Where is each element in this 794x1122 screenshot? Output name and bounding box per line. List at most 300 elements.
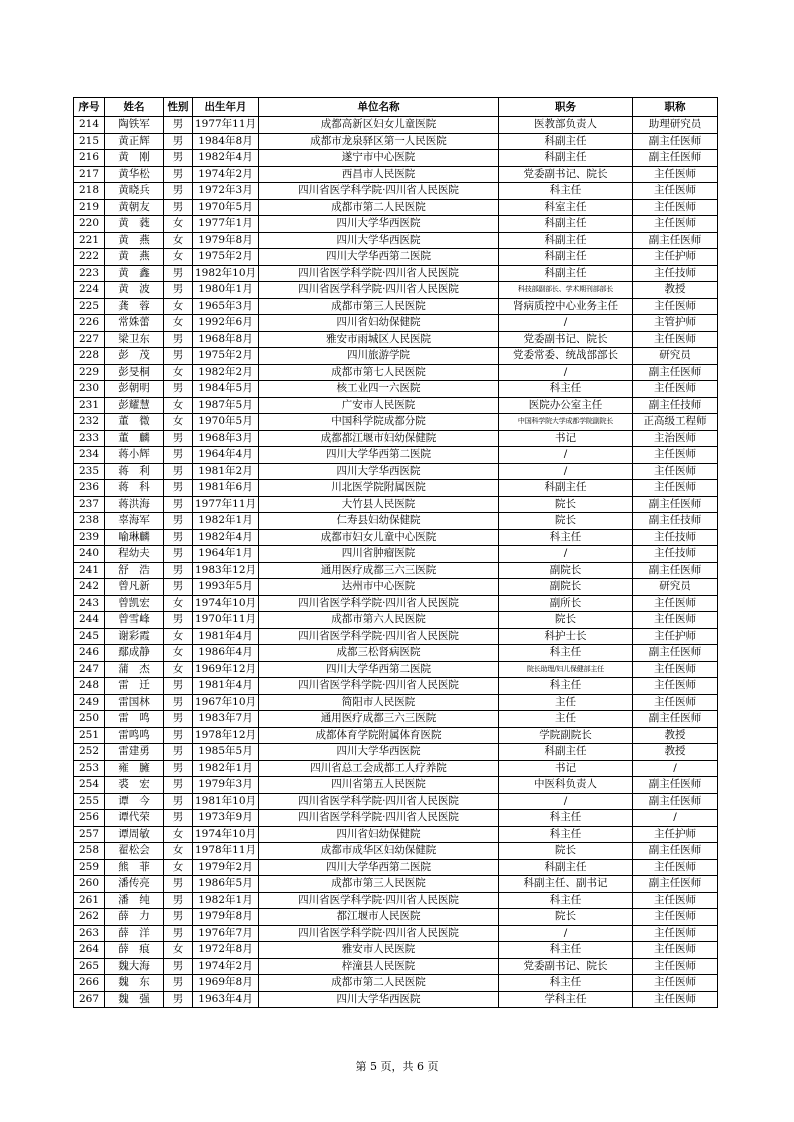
cell-title: 主任技师 (633, 529, 718, 546)
cell-gender: 女 (164, 595, 193, 612)
cell-index: 264 (74, 942, 105, 959)
cell-unit: 成都市成华区妇幼保健院 (259, 843, 499, 860)
cell-name: 彭 茂 (105, 348, 164, 365)
col-header-birth: 出生年月 (193, 98, 259, 117)
cell-birth: 1974年10月 (193, 595, 259, 612)
cell-title: 主任医师 (633, 447, 718, 464)
cell-index: 219 (74, 199, 105, 216)
table-row (74, 595, 718, 612)
cell-birth: 1979年2月 (193, 859, 259, 876)
cell-unit: 成都三松肾病医院 (259, 645, 499, 662)
cell-index: 253 (74, 760, 105, 777)
cell-unit: 四川省医学科学院·四川省人民医院 (259, 892, 499, 909)
cell-unit: 雅安市雨城区人民医院 (259, 331, 499, 348)
cell-title: 副主任技师 (633, 397, 718, 414)
cell-index: 222 (74, 249, 105, 266)
table-row (74, 216, 718, 233)
cell-title: 主任医师 (633, 595, 718, 612)
table-row (74, 810, 718, 827)
cell-unit: 梓潼县人民医院 (259, 958, 499, 975)
cell-birth: 1970年11月 (193, 612, 259, 629)
cell-title: 副主任医师 (633, 496, 718, 513)
cell-name: 翟松会 (105, 843, 164, 860)
cell-name: 陶铁军 (105, 117, 164, 134)
cell-index: 235 (74, 463, 105, 480)
cell-index: 236 (74, 480, 105, 497)
cell-index: 237 (74, 496, 105, 513)
cell-title: 副主任医师 (633, 364, 718, 381)
cell-position: 科主任 (499, 826, 633, 843)
cell-gender: 男 (164, 760, 193, 777)
cell-title: 主任医师 (633, 694, 718, 711)
cell-title: 主任医师 (633, 942, 718, 959)
cell-gender: 男 (164, 265, 193, 282)
cell-name: 蒋小辉 (105, 447, 164, 464)
cell-gender: 男 (164, 282, 193, 299)
cell-title: 副主任医师 (633, 711, 718, 728)
cell-name: 舒 浩 (105, 562, 164, 579)
cell-birth: 1993年5月 (193, 579, 259, 596)
cell-birth: 1982年1月 (193, 513, 259, 530)
cell-birth: 1982年1月 (193, 760, 259, 777)
cell-gender: 男 (164, 744, 193, 761)
cell-gender: 男 (164, 909, 193, 926)
cell-unit: 四川省医学科学院·四川省人民医院 (259, 678, 499, 695)
cell-birth: 1974年2月 (193, 166, 259, 183)
cell-title: / (633, 760, 718, 777)
cell-unit: 四川省妇幼保健院 (259, 315, 499, 332)
cell-birth: 1979年3月 (193, 777, 259, 794)
cell-position: 科主任 (499, 975, 633, 992)
table-row (74, 348, 718, 365)
table-row (74, 661, 718, 678)
cell-index: 266 (74, 975, 105, 992)
cell-position: 院长助理/妇儿保健部主任 (499, 661, 633, 678)
cell-unit: 达州市中心医院 (259, 579, 499, 596)
cell-birth: 1975年2月 (193, 249, 259, 266)
cell-title: 副主任医师 (633, 876, 718, 893)
table-row (74, 777, 718, 794)
cell-title: 主任医师 (633, 381, 718, 398)
table-header-row (74, 98, 718, 117)
cell-index: 216 (74, 150, 105, 167)
cell-title: 主任医师 (633, 331, 718, 348)
cell-gender: 女 (164, 232, 193, 249)
cell-index: 214 (74, 117, 105, 134)
cell-unit: 四川大学华西医院 (259, 991, 499, 1008)
cell-index: 228 (74, 348, 105, 365)
cell-position: 科副主任 (499, 480, 633, 497)
cell-birth: 1979年8月 (193, 909, 259, 926)
cell-unit: 四川大学华西医院 (259, 232, 499, 249)
cell-name: 雷 鸣 (105, 711, 164, 728)
cell-unit: 四川大学华西医院 (259, 744, 499, 761)
table-row (74, 727, 718, 744)
cell-gender: 女 (164, 645, 193, 662)
cell-title: 主任医师 (633, 991, 718, 1008)
cell-name: 常姝蕾 (105, 315, 164, 332)
cell-index: 254 (74, 777, 105, 794)
cell-birth: 1965年3月 (193, 298, 259, 315)
cell-name: 曾凯宏 (105, 595, 164, 612)
cell-gender: 男 (164, 480, 193, 497)
table-row (74, 991, 718, 1008)
cell-birth: 1972年3月 (193, 183, 259, 200)
cell-index: 263 (74, 925, 105, 942)
cell-position: 学科主任 (499, 991, 633, 1008)
table-row (74, 744, 718, 761)
cell-position: 院长 (499, 513, 633, 530)
cell-position: 科副主任 (499, 265, 633, 282)
cell-gender: 男 (164, 793, 193, 810)
cell-title: 主任医师 (633, 298, 718, 315)
cell-index: 234 (74, 447, 105, 464)
table-row (74, 150, 718, 167)
cell-birth: 1984年8月 (193, 133, 259, 150)
cell-unit: 通用医疗成都三六三医院 (259, 562, 499, 579)
cell-gender: 男 (164, 777, 193, 794)
cell-index: 251 (74, 727, 105, 744)
cell-title: 主任医师 (633, 166, 718, 183)
table-row (74, 925, 718, 942)
cell-index: 248 (74, 678, 105, 695)
table-row (74, 249, 718, 266)
cell-birth: 1977年11月 (193, 117, 259, 134)
cell-position: 科技部副部长、学术期刊部部长 (499, 282, 633, 299)
cell-position: 医教部负责人 (499, 117, 633, 134)
cell-title: 助理研究员 (633, 117, 718, 134)
cell-title: 副主任医师 (633, 562, 718, 579)
cell-title: 主任医师 (633, 909, 718, 926)
cell-position: 学院副院长 (499, 727, 633, 744)
table-row (74, 513, 718, 530)
cell-index: 247 (74, 661, 105, 678)
cell-birth: 1963年4月 (193, 991, 259, 1008)
cell-title: 主任护师 (633, 249, 718, 266)
cell-name: 黄 刚 (105, 150, 164, 167)
cell-index: 258 (74, 843, 105, 860)
cell-name: 龚 蓉 (105, 298, 164, 315)
cell-birth: 1973年9月 (193, 810, 259, 827)
cell-position: / (499, 364, 633, 381)
table-row (74, 364, 718, 381)
cell-birth: 1981年2月 (193, 463, 259, 480)
table-row (74, 645, 718, 662)
cell-birth: 1981年4月 (193, 628, 259, 645)
cell-title: 副主任医师 (633, 843, 718, 860)
cell-index: 255 (74, 793, 105, 810)
table-row (74, 183, 718, 200)
cell-gender: 男 (164, 975, 193, 992)
cell-index: 252 (74, 744, 105, 761)
cell-unit: 四川省医学科学院·四川省人民医院 (259, 793, 499, 810)
cell-unit: 大竹县人民医院 (259, 496, 499, 513)
cell-title: 副主任医师 (633, 793, 718, 810)
cell-index: 218 (74, 183, 105, 200)
cell-title: 主任医师 (633, 216, 718, 233)
cell-name: 潘传亮 (105, 876, 164, 893)
cell-index: 229 (74, 364, 105, 381)
cell-index: 238 (74, 513, 105, 530)
cell-position: 副院长 (499, 562, 633, 579)
cell-position: 书记 (499, 430, 633, 447)
table-row (74, 826, 718, 843)
cell-birth: 1978年11月 (193, 843, 259, 860)
cell-birth: 1964年4月 (193, 447, 259, 464)
table-row (74, 711, 718, 728)
cell-position: 科副主任 (499, 232, 633, 249)
cell-birth: 1981年10月 (193, 793, 259, 810)
cell-title: 主任医师 (633, 199, 718, 216)
cell-index: 249 (74, 694, 105, 711)
cell-unit: 成都市第二人民医院 (259, 975, 499, 992)
cell-gender: 男 (164, 876, 193, 893)
cell-index: 260 (74, 876, 105, 893)
cell-unit: 四川省医学科学院·四川省人民医院 (259, 595, 499, 612)
cell-birth: 1969年8月 (193, 975, 259, 992)
cell-birth: 1972年8月 (193, 942, 259, 959)
cell-gender: 女 (164, 843, 193, 860)
cell-gender: 女 (164, 414, 193, 431)
cell-gender: 男 (164, 117, 193, 134)
cell-title: 主任医师 (633, 183, 718, 200)
cell-index: 217 (74, 166, 105, 183)
table-row (74, 480, 718, 497)
cell-index: 244 (74, 612, 105, 629)
cell-position: 科护士长 (499, 628, 633, 645)
cell-title: 主任医师 (633, 892, 718, 909)
cell-title: 主任医师 (633, 958, 718, 975)
roster-table (73, 97, 718, 1008)
cell-index: 232 (74, 414, 105, 431)
cell-birth: 1964年1月 (193, 546, 259, 563)
table-row (74, 166, 718, 183)
cell-index: 246 (74, 645, 105, 662)
cell-title: 主任护师 (633, 628, 718, 645)
cell-name: 鄢成静 (105, 645, 164, 662)
cell-position: 科主任 (499, 645, 633, 662)
cell-unit: 四川省医学科学院·四川省人民医院 (259, 810, 499, 827)
cell-name: 蒋洪海 (105, 496, 164, 513)
cell-name: 谭 今 (105, 793, 164, 810)
table-row (74, 793, 718, 810)
table-row (74, 496, 718, 513)
cell-name: 薛 力 (105, 909, 164, 926)
cell-position: 科副主任 (499, 249, 633, 266)
cell-unit: 成都市第三人民医院 (259, 876, 499, 893)
cell-position: 书记 (499, 760, 633, 777)
table-row (74, 463, 718, 480)
cell-gender: 男 (164, 133, 193, 150)
cell-gender: 男 (164, 513, 193, 530)
cell-position: 科副主任 (499, 859, 633, 876)
cell-position: / (499, 546, 633, 563)
cell-unit: 四川大学华西第二医院 (259, 661, 499, 678)
cell-name: 喻琳麟 (105, 529, 164, 546)
cell-title: 研究员 (633, 348, 718, 365)
table-row (74, 397, 718, 414)
cell-index: 259 (74, 859, 105, 876)
cell-name: 董 麟 (105, 430, 164, 447)
cell-title: 教授 (633, 282, 718, 299)
cell-birth: 1977年1月 (193, 216, 259, 233)
cell-name: 雍 臃 (105, 760, 164, 777)
cell-gender: 男 (164, 381, 193, 398)
cell-position: / (499, 447, 633, 464)
cell-name: 黄华松 (105, 166, 164, 183)
table-row (74, 430, 718, 447)
cell-unit: 四川大学华西医院 (259, 216, 499, 233)
cell-position: 科主任 (499, 942, 633, 959)
cell-position: 科副主任、副书记 (499, 876, 633, 893)
cell-name: 曾雪峰 (105, 612, 164, 629)
cell-unit: 四川省医学科学院·四川省人民医院 (259, 925, 499, 942)
cell-title: 主任医师 (633, 612, 718, 629)
cell-index: 220 (74, 216, 105, 233)
cell-title: 副主任医师 (633, 777, 718, 794)
cell-unit: 四川省总工会成都工人疗养院 (259, 760, 499, 777)
cell-gender: 男 (164, 612, 193, 629)
cell-birth: 1970年5月 (193, 414, 259, 431)
col-header-title: 职称 (633, 98, 718, 117)
cell-index: 243 (74, 595, 105, 612)
cell-title: 主任医师 (633, 925, 718, 942)
table-row (74, 694, 718, 711)
cell-gender: 男 (164, 463, 193, 480)
cell-title: 主管护师 (633, 315, 718, 332)
cell-position: / (499, 315, 633, 332)
cell-name: 魏 强 (105, 991, 164, 1008)
cell-position: 科主任 (499, 381, 633, 398)
cell-gender: 女 (164, 364, 193, 381)
cell-index: 250 (74, 711, 105, 728)
cell-name: 雷 迁 (105, 678, 164, 695)
cell-name: 彭耀慧 (105, 397, 164, 414)
cell-unit: 广安市人民医院 (259, 397, 499, 414)
cell-name: 曾凡新 (105, 579, 164, 596)
table-row (74, 315, 718, 332)
cell-gender: 男 (164, 727, 193, 744)
cell-unit: 川北医学院附属医院 (259, 480, 499, 497)
cell-name: 程幼夫 (105, 546, 164, 563)
cell-name: 黄正辉 (105, 133, 164, 150)
table-row (74, 909, 718, 926)
cell-title: 主任技师 (633, 546, 718, 563)
cell-position: 科主任 (499, 183, 633, 200)
cell-birth: 1982年4月 (193, 529, 259, 546)
cell-birth: 1969年12月 (193, 661, 259, 678)
cell-birth: 1986年5月 (193, 876, 259, 893)
cell-unit: 四川大学华西第二医院 (259, 859, 499, 876)
cell-position: 科主任 (499, 529, 633, 546)
cell-birth: 1982年2月 (193, 364, 259, 381)
cell-title: 主任医师 (633, 480, 718, 497)
cell-birth: 1979年8月 (193, 232, 259, 249)
cell-name: 董 微 (105, 414, 164, 431)
cell-index: 257 (74, 826, 105, 843)
cell-index: 233 (74, 430, 105, 447)
cell-gender: 女 (164, 628, 193, 645)
cell-title: 主任医师 (633, 661, 718, 678)
cell-birth: 1987年5月 (193, 397, 259, 414)
cell-gender: 女 (164, 942, 193, 959)
cell-position: 党委副书记、院长 (499, 958, 633, 975)
cell-gender: 男 (164, 430, 193, 447)
cell-unit: 成都高新区妇女儿童医院 (259, 117, 499, 134)
cell-title: 副主任医师 (633, 150, 718, 167)
cell-gender: 男 (164, 810, 193, 827)
cell-birth: 1967年10月 (193, 694, 259, 711)
cell-index: 224 (74, 282, 105, 299)
cell-index: 262 (74, 909, 105, 926)
col-header-gender: 性别 (164, 98, 193, 117)
cell-name: 彭旻桐 (105, 364, 164, 381)
cell-position: 副所长 (499, 595, 633, 612)
cell-name: 谭周敏 (105, 826, 164, 843)
cell-birth: 1985年5月 (193, 744, 259, 761)
cell-name: 薛 痕 (105, 942, 164, 959)
table-row (74, 628, 718, 645)
cell-position: 院长 (499, 612, 633, 629)
cell-gender: 男 (164, 529, 193, 546)
cell-position: 科副主任 (499, 150, 633, 167)
cell-index: 223 (74, 265, 105, 282)
col-header-unit: 单位名称 (259, 98, 499, 117)
cell-birth: 1974年10月 (193, 826, 259, 843)
table-row (74, 282, 718, 299)
cell-birth: 1982年1月 (193, 892, 259, 909)
cell-name: 谭代荣 (105, 810, 164, 827)
cell-index: 215 (74, 133, 105, 150)
cell-unit: 通用医疗成都三六三医院 (259, 711, 499, 728)
cell-title: 副主任医师 (633, 645, 718, 662)
cell-birth: 1982年4月 (193, 150, 259, 167)
cell-birth: 1970年5月 (193, 199, 259, 216)
cell-title: 主任医师 (633, 975, 718, 992)
table-row (74, 612, 718, 629)
table-row (74, 958, 718, 975)
cell-position: 科主任 (499, 892, 633, 909)
cell-unit: 四川省医学科学院·四川省人民医院 (259, 265, 499, 282)
cell-gender: 男 (164, 562, 193, 579)
cell-name: 魏 东 (105, 975, 164, 992)
cell-gender: 男 (164, 183, 193, 200)
table-row (74, 876, 718, 893)
cell-title: 主任医师 (633, 463, 718, 480)
cell-title: 主任医师 (633, 859, 718, 876)
cell-index: 256 (74, 810, 105, 827)
cell-gender: 男 (164, 892, 193, 909)
cell-name: 黄朝友 (105, 199, 164, 216)
table-row (74, 760, 718, 777)
table-row (74, 546, 718, 563)
cell-unit: 四川省医学科学院·四川省人民医院 (259, 183, 499, 200)
cell-gender: 男 (164, 991, 193, 1008)
cell-name: 薛 洋 (105, 925, 164, 942)
cell-unit: 四川省妇幼保健院 (259, 826, 499, 843)
cell-name: 黄 波 (105, 282, 164, 299)
cell-position: 党委副书记、院长 (499, 166, 633, 183)
cell-position: 党委常委、统战部部长 (499, 348, 633, 365)
cell-index: 242 (74, 579, 105, 596)
cell-birth: 1974年2月 (193, 958, 259, 975)
cell-index: 261 (74, 892, 105, 909)
cell-gender: 女 (164, 859, 193, 876)
cell-unit: 成都市龙泉驿区第一人民医院 (259, 133, 499, 150)
cell-name: 黄 蕤 (105, 216, 164, 233)
table-row (74, 298, 718, 315)
cell-name: 梁卫东 (105, 331, 164, 348)
